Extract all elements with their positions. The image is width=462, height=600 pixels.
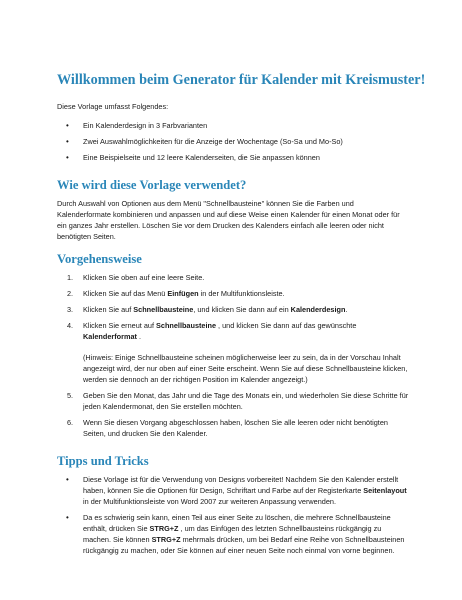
bold-term: Einfügen bbox=[167, 289, 199, 298]
text-run: Klicken Sie auf das Menü bbox=[83, 289, 168, 298]
text-run: , und klicken Sie dann auf ein bbox=[193, 305, 291, 314]
procedure-step bbox=[57, 320, 409, 385]
text-run: Klicken Sie oben auf eine leere Seite. bbox=[83, 273, 205, 282]
tips-list bbox=[57, 474, 409, 556]
text-run: . bbox=[136, 332, 141, 341]
bullet-icon: • bbox=[66, 475, 69, 484]
step-number: 2. bbox=[67, 289, 74, 298]
procedure-step bbox=[57, 272, 409, 283]
bold-term: Seitenlayout bbox=[363, 486, 407, 495]
tip-item bbox=[57, 474, 409, 507]
feature-text: Ein Kalenderdesign in 3 Farbvarianten bbox=[83, 121, 208, 130]
text-run: in der Multifunktionsleiste von Word 2007 zur weiteren Anpassung verwenden. bbox=[83, 497, 336, 506]
bullet-icon: • bbox=[66, 121, 69, 130]
page-title: Willkommen beim Generator für Kalender mit Kreismuster! bbox=[57, 72, 426, 88]
procedure-heading: Vorgehensweise bbox=[57, 252, 142, 266]
usage-text: Durch Auswahl von Optionen aus dem Menü "Schnellbausteine" können Sie die Farben und Kalenderformate kombinieren und anpassen und auf diese Weise einen Kalender für einen Monat oder für ein ganzes Jahr erstellen. Löschen Sie vor dem Drucken des Kalenders einfach alle leeren oder nicht benötigten Seiten. bbox=[57, 199, 400, 241]
bold-term: Schnellbausteine bbox=[156, 321, 217, 330]
bullet-icon: • bbox=[66, 137, 69, 146]
procedure-step bbox=[57, 288, 409, 299]
bullet-icon: • bbox=[66, 513, 69, 522]
step-number: 1. bbox=[67, 273, 74, 282]
text-run: . bbox=[345, 305, 348, 314]
text-run: mehrmals drücken, um bei Bedarf eine Reihe von Schnellbausteinen rückgängig zu machen, oder Sie können auf einer neuen Seite noch einmal von vorne beginnen. bbox=[83, 535, 405, 555]
procedure-step bbox=[57, 304, 409, 315]
feature-item bbox=[57, 136, 409, 147]
procedure-step bbox=[57, 417, 409, 439]
text-run: Geben Sie den Monat, das Jahr und die Tage des Monats ein, und wiederholen Sie diese Schritte für jeden Kalendermonat, den Sie erstellen möchten. bbox=[83, 391, 409, 411]
feature-text: Eine Beispielseite und 12 leere Kalenderseiten, die Sie anpassen können bbox=[83, 153, 320, 162]
feature-item bbox=[57, 152, 409, 163]
step-note: (Hinweis: Einige Schnellbausteine scheinen möglicherweise leer zu sein, da in der Vorschau Inhalt angezeigt wird, der nur oben auf einer Seite erscheint. Wenn Sie auf diese Schnellbausteine klicken, werden sie dennoch an der richtigen Position im Kalender angezeigt.) bbox=[83, 353, 408, 384]
bold-term: Kalenderformat bbox=[83, 332, 137, 341]
procedure-steps-list bbox=[57, 272, 409, 439]
text-run: Wenn Sie diesen Vorgang abgeschlossen haben, löschen Sie alle leeren oder nicht benötigten Seiten, und drucken Sie den Kalender. bbox=[83, 418, 388, 438]
text-run: , und klicken Sie dann auf das gewünschte bbox=[216, 321, 357, 330]
features-list bbox=[57, 120, 409, 163]
bold-term: Schnellbausteine bbox=[133, 305, 194, 314]
step-number: 5. bbox=[67, 391, 74, 400]
bullet-icon: • bbox=[66, 153, 69, 162]
step-number: 4. bbox=[67, 321, 74, 330]
procedure-step bbox=[57, 390, 409, 412]
text-run: , um das Einfügen des letzten Schnellbausteins rückgängig zu machen. Sie können bbox=[83, 524, 382, 544]
text-run: Klicken Sie erneut auf bbox=[83, 321, 157, 330]
bold-term: STRG+Z bbox=[149, 524, 179, 533]
step-number: 6. bbox=[67, 418, 74, 427]
text-run: in der Multifunktionsleiste. bbox=[198, 289, 285, 298]
tip-item bbox=[57, 512, 409, 556]
bold-term: STRG+Z bbox=[151, 535, 181, 544]
step-number: 3. bbox=[67, 305, 74, 314]
intro-text: Diese Vorlage umfasst Folgendes: bbox=[57, 102, 169, 111]
bold-term: Kalenderdesign bbox=[290, 305, 346, 314]
text-run: Klicken Sie auf bbox=[83, 305, 134, 314]
feature-text: Zwei Auswahlmöglichkeiten für die Anzeige der Wochentage (So-Sa und Mo-So) bbox=[83, 137, 343, 146]
text-run: Da es schwierig sein kann, einen Teil aus einer Seite zu löschen, die mehrere Schnellbausteine enthält, drücken Sie bbox=[83, 513, 391, 533]
feature-item bbox=[57, 120, 409, 131]
text-run: Diese Vorlage ist für die Verwendung von Designs vorbereitet! Nachdem Sie den Kalender erstellt haben, können Sie die Optionen für Design, Schriftart und Farbe auf der Registerkarte bbox=[83, 475, 399, 495]
document-page bbox=[57, 72, 426, 561]
tips-heading: Tipps und Tricks bbox=[57, 454, 149, 468]
usage-heading: Wie wird diese Vorlage verwendet? bbox=[57, 178, 247, 192]
